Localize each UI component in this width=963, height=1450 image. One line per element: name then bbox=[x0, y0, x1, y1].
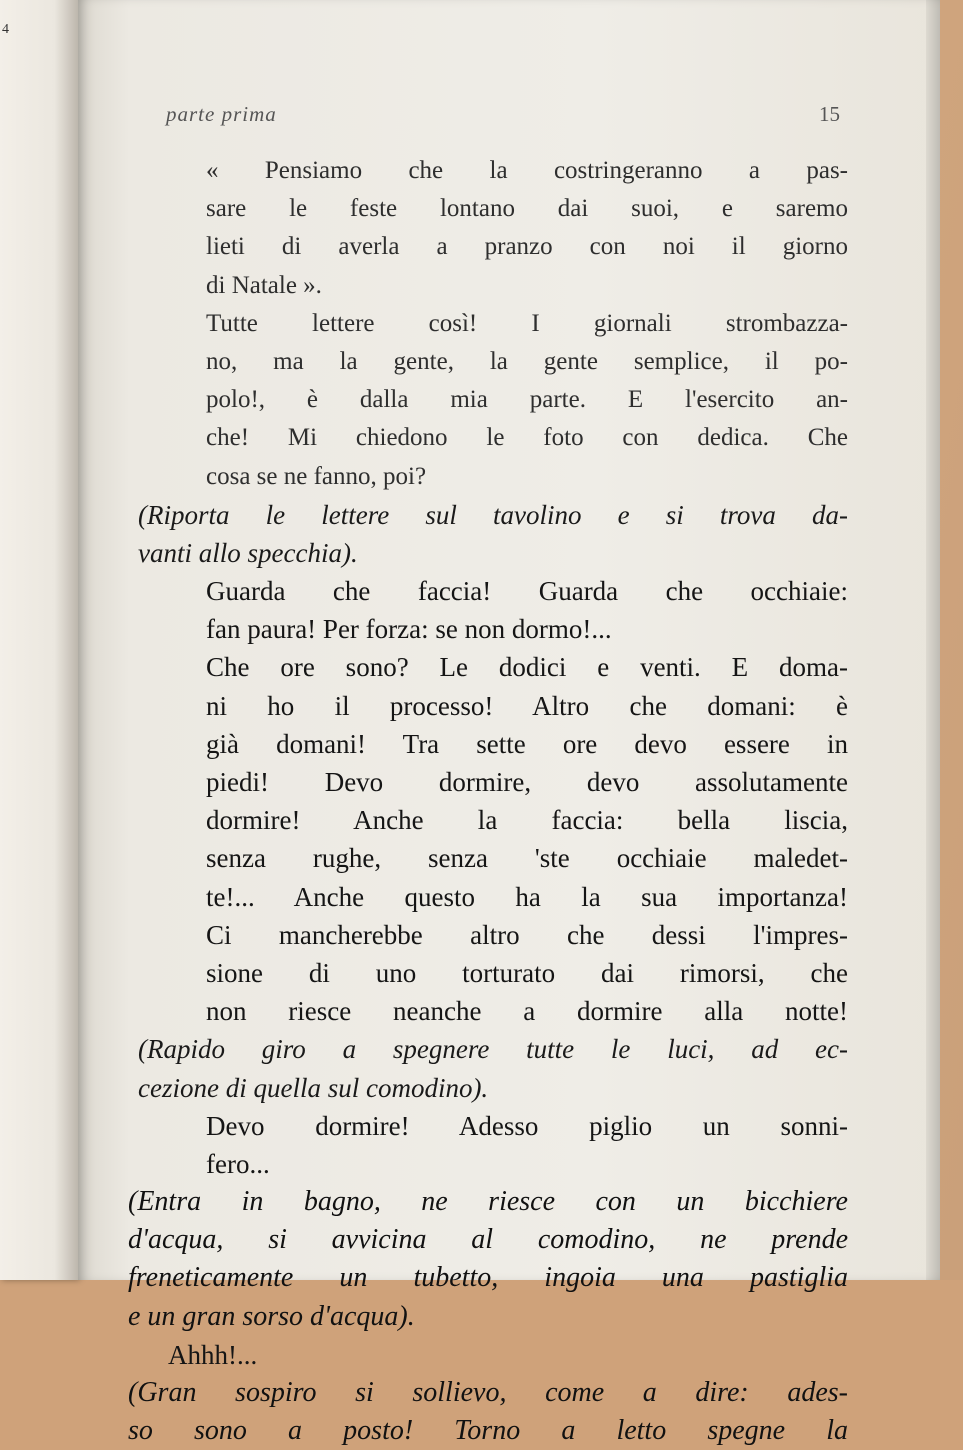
text-line: che! Mi chiedono le foto con dedica. Che bbox=[206, 424, 848, 452]
text-line: di Natale ». bbox=[206, 271, 322, 299]
text-line: Tutte lettere così! I giornali strombazza- bbox=[206, 309, 848, 337]
text-line: ni ho il processo! Altro che domani: è bbox=[206, 690, 848, 721]
previous-page-edge bbox=[0, 0, 78, 1280]
text-line: « Pensiamo che la costringeranno a pas- bbox=[206, 157, 848, 184]
running-head: parte prima bbox=[166, 102, 277, 126]
text-line: fan paura! Per forza: se non dormo!... bbox=[206, 614, 612, 645]
text-line: Guarda che faccia! Guarda che occhiaie: bbox=[206, 576, 848, 607]
text-line: fero... bbox=[206, 1148, 270, 1179]
text-line: Che ore sono? Le dodici e venti. E doma- bbox=[206, 652, 848, 683]
book-page bbox=[78, 0, 940, 1447]
text-line: lieti di averla a pranzo con noi il giorno bbox=[206, 233, 848, 261]
stage-direction-line: so sono a posto! Torno a letto spegne la bbox=[128, 1415, 848, 1447]
text-line: dormire! Anche la faccia: bella liscia, bbox=[206, 805, 848, 836]
text-line: Devo dormire! Adesso piglio un sonni- bbox=[206, 1110, 848, 1141]
text-line: no, ma la gente, la gente semplice, il po- bbox=[206, 347, 848, 375]
text-line: sione di uno torturato dai rimorsi, che bbox=[206, 957, 848, 988]
text-line: Ahhh!... bbox=[168, 1339, 258, 1370]
stage-direction-line: (Rapido giro a spegnere tutte le luci, ad ec- bbox=[138, 1034, 848, 1065]
body-text bbox=[128, 152, 848, 1450]
stage-direction-line: vanti allo specchia). bbox=[138, 537, 358, 568]
text-line: sare le feste lontano dai suoi, e saremo bbox=[206, 195, 848, 223]
corner-mark: 4 bbox=[2, 22, 9, 37]
page-edge-shadow bbox=[926, 0, 940, 1280]
stage-direction-line: d'acqua, si avvicina al comodino, ne prende bbox=[128, 1224, 848, 1256]
text-line: te!... Anche questo ha la sua importanza! bbox=[206, 881, 848, 912]
stage-direction-line: (Riporta le lettere sul tavolino e si trova da- bbox=[138, 499, 848, 530]
stage-direction-line: freneticamente un tubetto, ingoia una pastiglia bbox=[128, 1262, 848, 1294]
text-line: Ci mancherebbe altro che dessi l'impres- bbox=[206, 919, 848, 950]
text-line: cosa se ne fanno, poi? bbox=[206, 462, 427, 490]
text-line: senza rughe, senza 'ste occhiaie maledet- bbox=[206, 843, 848, 874]
page-number: 15 bbox=[819, 102, 840, 126]
text-line: polo!, è dalla mia parte. E l'esercito an- bbox=[206, 386, 848, 414]
text-line: piedi! Devo dormire, devo assolutamente bbox=[206, 767, 848, 797]
stage-direction-line: (Gran sospiro si sollievo, come a dire: ades- bbox=[128, 1377, 848, 1408]
stage-direction-line: cezione di quella sul comodino). bbox=[138, 1072, 489, 1103]
page-header bbox=[166, 102, 840, 127]
stage-direction-line: (Entra in bagno, ne riesce con un bicchiere bbox=[128, 1186, 848, 1218]
text-line: non riesce neanche a dormire alla notte! bbox=[206, 996, 848, 1027]
text-line: già domani! Tra sette ore devo essere in bbox=[206, 728, 848, 759]
stage-direction-line: e un gran sorso d'acqua). bbox=[128, 1300, 415, 1332]
